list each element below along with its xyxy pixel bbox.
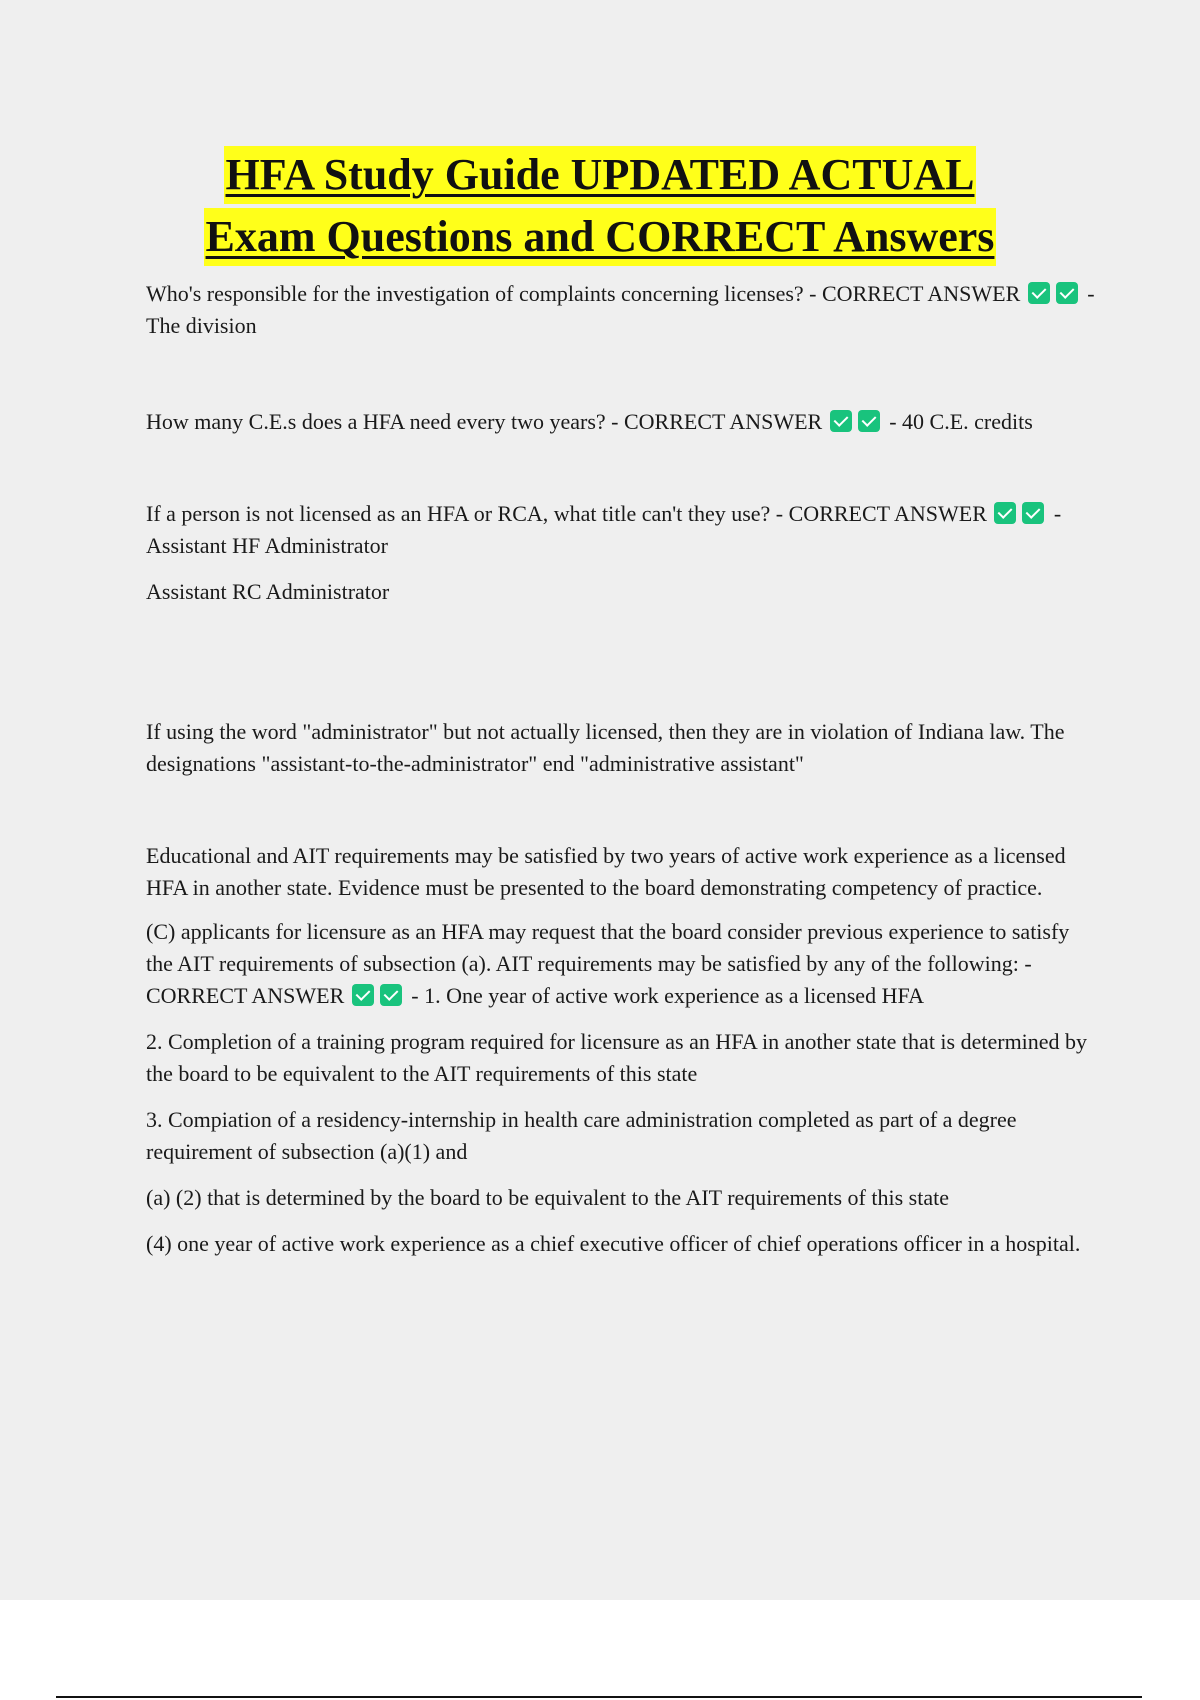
answer-continuation: 3. Compiation of a residency-internship in health care administration completed as part of a degree requirement of subsection (a)(1) and: [146, 1107, 1017, 1164]
document-body: [146, 278, 1096, 1260]
answer-text: - Assistant HF Administrator: [146, 501, 1062, 558]
answer-continuation: Assistant RC Administrator: [146, 579, 390, 604]
answer-continuation: Educational and AIT requirements may be satisfied by two years of active work experience as a licensed HFA in another state. Evidence must be presented to the board demonstrating competency of practice.: [146, 843, 1066, 900]
answer-text: - 1. One year of active work experience as a licensed HFA: [411, 983, 924, 1008]
footer-divider: [56, 1696, 1142, 1698]
check-mark-icon: [1022, 502, 1044, 524]
answer-continuation: 2. Completion of a training program required for licensure as an HFA in another state that is determined by the board to be equivalent to the AIT requirements of this state: [146, 1029, 1088, 1086]
check-mark-icon: [994, 502, 1016, 524]
check-mark-icon: [1028, 282, 1050, 304]
check-mark-icon: [380, 984, 402, 1006]
question-text: Who's responsible for the investigation of complaints concerning licenses? - CORRECT ANSWER: [146, 281, 1021, 306]
answer-text: - 40 C.E. credits: [889, 409, 1033, 434]
answer-text: - The division: [146, 281, 1095, 338]
qa-item-3: [146, 498, 1096, 562]
question-text: If a person is not licensed as an HFA or RCA, what title can't they use? - CORRECT ANSWER: [146, 501, 987, 526]
title-line-1: HFA Study Guide UPDATED ACTUAL: [224, 146, 977, 204]
qa-item-1: [146, 278, 1096, 342]
document-title: [0, 146, 1200, 270]
check-mark-icon: [1056, 282, 1078, 304]
check-mark-icon: [830, 410, 852, 432]
answer-continuation: If using the word "administrator" but not actually licensed, then they are in violation of Indiana law. The designations "assistant-to-the-administrator" end "administrative assistant": [146, 719, 1065, 776]
check-mark-icon: [858, 410, 880, 432]
answer-continuation: (a) (2) that is determined by the board to be equivalent to the AIT requirements of this state: [146, 1185, 949, 1210]
question-text: (C) applicants for licensure as an HFA may request that the board consider previous experience to satisfy the AIT requirements of subsection (a). AIT requirements may be satisfied by any of the following: - CORRECT ANSWER: [146, 919, 1070, 1008]
qa-item-2: [146, 406, 1096, 438]
question-text: How many C.E.s does a HFA need every two years? - CORRECT ANSWER: [146, 409, 823, 434]
check-mark-icon: [352, 984, 374, 1006]
qa-item-4: [146, 916, 1096, 1012]
answer-continuation: (4) one year of active work experience as a chief executive officer of chief operations officer in a hospital.: [146, 1231, 1081, 1256]
title-line-2: Exam Questions and CORRECT Answers: [204, 208, 997, 266]
